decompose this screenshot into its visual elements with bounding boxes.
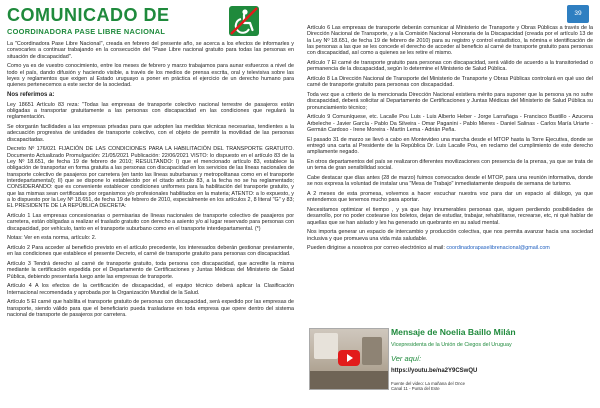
- page-number-badge: 39: [567, 5, 589, 23]
- contact-text: Pueden dirigirse a nosotros por correo electrónico al mail:: [307, 245, 445, 252]
- optimize-paragraph: Necesitamos optimizar el tiempo , y ya que hay innumerables personas que, siguen perdiendo posibilidades de desarrollo, por no poder costearse los boletos, dejan de estudiar, trabajar, rehabilitarse, recrearse, etc, ni qué hablar de aquellas que se han aislado y les ha generado un quebranto en su salud mental.: [307, 206, 593, 226]
- page-title: COMUNICADO DE: [7, 5, 170, 25]
- ley-paragraph: Ley 18651 Artículo 83 reza: "Todas las empresas de transporte colectivo nacional terrestre de pasajeros están obligadas a transportar gratuitamente a las personas con discapacidad en las condiciones que regulará la reglamentación.: [7, 101, 294, 121]
- article-1: Artículo 1 Las empresas concesionarias o permisarias de líneas nacionales de transporte colectivo de pasajeros por carretera, están obligadas a realizar el traslado gratuito con derecho a asiento y/o al lugar reservado para personas con discapacidad, por vehículo, tanto en el transporte suburbano como en el transporte interdepartamental. (*): [7, 213, 294, 232]
- context-paragraph: Como ya es de vuestro conocimiento, entre los meses de febrero y marzo trabajamos para aunar esfuerzos a nivel de todo el país, dando difusión y haciendo visible, a través de los medios de prensa escrita, oral y televisiva sobre las leyes y reglamentos que exigen al Estado uruguayo a poner en práctica el ejercicio de un derecho humano para quienes pertenecemos a este sector de la sociedad.: [7, 63, 294, 89]
- decreto-paragraph: Decreto Nº 176/021 FIJACIÓN DE LAS CONDICIONES PARA LA HABILITACIÓN DEL TRANSPORTE GRATUITO. Documento Actualizado Promulgación: 21/05/2021 Publicación: 22/06/2021 VISTO: lo dispuesto en el artículo 83 de la Ley Nº 18.651, de fecha 19 de febrero de 2010; RESULTANDO: I) que el mencionado artículo 83, establece la obligación de transportar en forma gratuita a las personas con discapacidad en los servicios de las líneas nacionales de transporte colectivo de pasajeros por carretera (en tanto las líneas suburbanas y metropolitanas como en el transporte interdepartamental); II) que se dispone lo establecido por el citado artículo 83, a la fecha no se ha reglamentado; CONSIDERANDO: que es conveniente establecer condiciones uniformes para la habilitación del transporte gratuito, y que las mismas sean certificadas por organismos y/o profesionales habilitados en la materia; ATENTO: a lo expuesto, y a lo dispuesto por la Ley Nº 18.651, de fecha 19 de febrero de 2010, especialmente en los artículos 2, 8 literal "G" y 83; EL PRESIDENTE DE LA REPÚBLICA DECRETA:: [7, 146, 294, 210]
- video-thumbnail[interactable]: [309, 328, 389, 390]
- message-role: Vicepresidenta de la Unión de Ciegos del Uruguay: [391, 342, 512, 348]
- article-5: Artículo 5 El carné que habilita el transporte gratuito de personas con discapacidad, será expedido por las empresas de transporte, siendo válido para que el beneficiario pueda trasladarse en toda empresa que opere dentro del sistema nacional de transporte de pasajeros por carretera.: [7, 299, 294, 318]
- message-title: Mensaje de Noelia Baillo Milán: [391, 327, 516, 337]
- notes: Notas: Ver en esta norma, artículo: 2.: [7, 235, 97, 242]
- left-column: [7, 41, 294, 322]
- contact-paragraph: [307, 245, 593, 251]
- wheelchair-accessibility-icon: [229, 6, 259, 36]
- page-subtitle: COORDINADORA PASE LIBRE NACIONAL: [7, 27, 166, 36]
- article-6: Artículo 6 Las empresas de transporte deberán comunicar al Ministerio de Transporte y Obras Públicas a través de la Dirección Nacional de Transporte, y a la Comisión Nacional Honoraria de la Discapacidad (creada por el artículo 13 de la Ley Nº 18.651, de fecha 19 de febrero de 2010) para su registro y control estadístico, la nómina e identificación de las personas a las que se les concede el derecho de acceder al beneficio al carné de transporte gratuito para personas con discapacidad, así como a quienes se les retire el mismo.: [307, 25, 593, 57]
- video-url-link[interactable]: https://youtu.be/na2Y9CSwQU: [391, 368, 478, 374]
- see-here-label: Ver aquí:: [391, 354, 422, 363]
- promise-paragraph: A 2 meses de esta promesa, volvemos a hacer escuchar nuestra voz para dar un espacio al diálogo, ya que entendemos que tenemos mucho para aportar.: [307, 190, 593, 204]
- video-message-box: [307, 325, 593, 403]
- intro-paragraph: La "Coordinadora Pase Libre Nacional", creada en febrero del presente año, se acerca a los efectos de informarles y convocarles a continuar trabajando en la consecución del "Pase Libre nacional gratuito para todas las personas en situación de discapacidad".: [7, 41, 294, 60]
- article-9: Artículo 9 Comuníquese, etc. Lacalle Pou Luis - Luis Alberto Heber - Jorge Larrañaga - Francisco Bustillo - Azucena Arbeleche - Javier García - Pablo Da Silveira - Omar Paganini - Pablo Mieres - Daniel Salinas - Carlos María Uriarte - Germán Cardoso - Irene Moreira - Martín Lema - Adrián Peña.: [307, 114, 593, 133]
- article-3: Artículo 3 Tendrá derecho al carné de transporte gratuito, toda persona con discapacidad, que acredite la misma mediante la certificación expedida por el Departamento de Certificaciones y Juntas Médicas del Ministerio de Salud Pública, debiendo presentarla luego ante las empresas de transporte.: [7, 260, 294, 280]
- right-column: [307, 25, 593, 255]
- thumbnail-shape: [310, 371, 388, 389]
- vez-paragraph: Toda vez que a criterio de la mencionada Dirección Nacional existiera mérito para suponer que la persona ya no sufre discapacidad, deberá solicitar al Departamento de Certificaciones y Juntas Médicas del Ministerio de Salud Pública su pronunciamiento técnico;: [307, 91, 593, 111]
- importance-paragraph: Nos importa generar un espacio de intercambio y producción colectiva, que nos permita avanzar hacia una sociedad inclusiva y que promueva una vida más saludable.: [307, 229, 593, 242]
- video-source: [391, 381, 465, 392]
- article-2: Artículo 2 Para acceder al beneficio previsto en el artículo precedente, los interesados deberán gestionar previamente, en las condiciones que establece el presente Decreto, el carné de transporte gratuito para personas con discapacidad.: [7, 245, 294, 258]
- email-link[interactable]: coordinadorapaselibrenacional@gmail.com: [446, 245, 550, 252]
- channel-label: Canal 11 - Punta del Este: [391, 386, 440, 392]
- article-8: Artículo 8 La Dirección Nacional de Transporte del Ministerio de Transporte y Obras Públicas controlará en qué uso del carné de transporte gratuito para personas con discapacidad.: [307, 76, 593, 89]
- article-4: Artículo 4 A los efectos de la certificación de discapacidad, el equipo técnico deberá aplicar la Clasificación Internacional recomendada y aprobada por la Organización Mundial de la Salud.: [7, 283, 294, 296]
- thumbnail-shape: [362, 337, 382, 365]
- section-heading: Nos referimos a:: [7, 92, 55, 98]
- departments-paragraph: En otros departamentos del país se realizaron diferentes movilizaciones con presencia de la prensa, ya que se trata de un tema de gran sensibilidad social.: [307, 158, 593, 172]
- source-label: Fuente del video: La mañana del Once: [391, 381, 466, 386]
- march-paragraph: El pasado 31 de marzo se llevó a cabo en Montevideo una marcha desde el MTOP hasta la Torre Ejecutiva, donde se entregó una carta al Presidente de la República Dr. Luis Lacalle Pou, en reclamo del cumplimiento de este derecho ampliamente negado.: [307, 136, 593, 156]
- article-7: Artículo 7 El carné de transporte gratuito para personas con discapacidad, será válido de acuerdo a la transitoriedad o permanencia de la discapacidad, según lo determine el Ministerio de Salud Pública.: [307, 60, 593, 73]
- transport-paragraph: Se otorgarán facilidades a las empresas privadas para que adopten las medidas técnicas necesarias, tendientes a la adecuación progresiva de unidades de transporte colectivo, con el objeto de permitir la movilidad de las personas discapacitadas.: [7, 123, 294, 143]
- youtube-play-icon[interactable]: [338, 350, 360, 366]
- mtop-paragraph: Cabe destacar que días antes (28 de marzo) fuimos convocados desde el MTOP, para una reunión informativa, donde se nos expresa la voluntad de instalar una "Mesa de Trabajo" inmediatamente después de semana de turismo.: [307, 174, 593, 188]
- thumbnail-shape: [314, 333, 338, 359]
